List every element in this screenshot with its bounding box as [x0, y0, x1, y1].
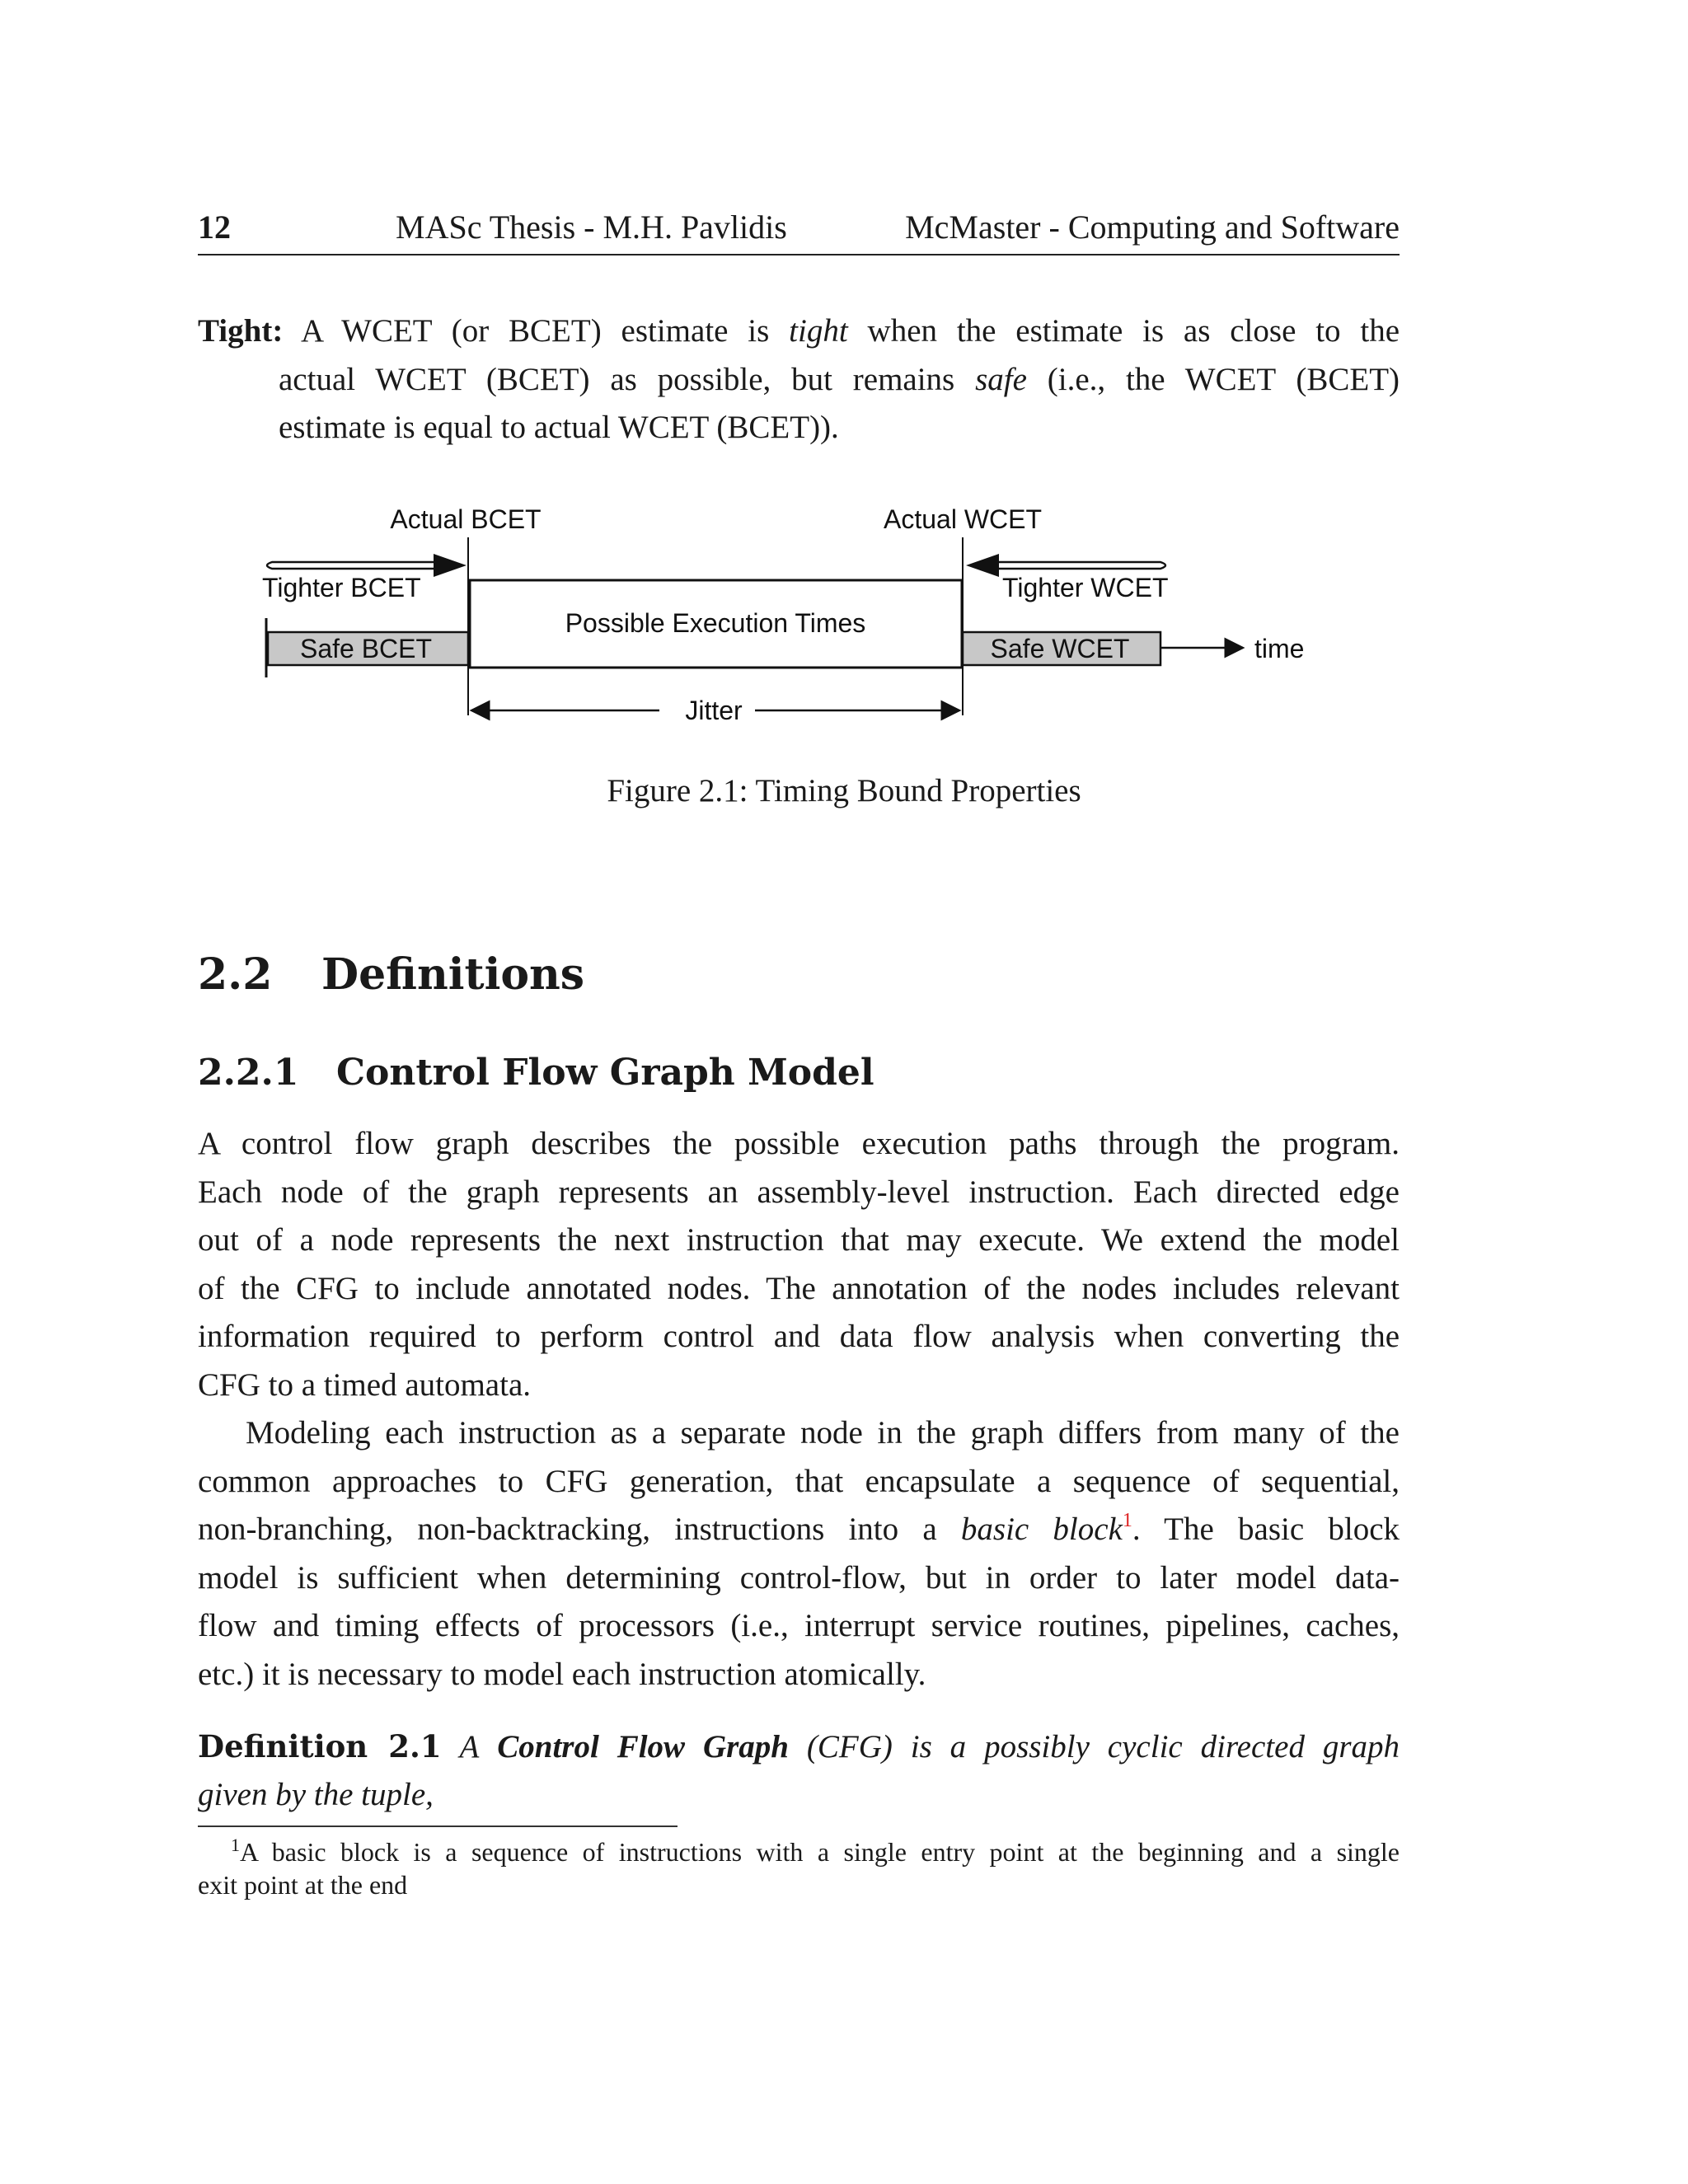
- paragraph-line: out of a node represents the next instruction that may execute. We extend the model: [198, 1222, 1400, 1258]
- definition-text: (CFG) is a possibly cyclic directed graph: [806, 1729, 1400, 1765]
- paragraph-line: of the CFG to include annotated nodes. The annotation of the nodes includes relevant: [198, 1270, 1400, 1306]
- footnote-line: [198, 1835, 1400, 1868]
- section-heading: [198, 949, 584, 1000]
- paragraph-line: information required to perform control and data flow analysis when converting the: [198, 1319, 1400, 1354]
- footnote: [198, 1835, 1400, 1901]
- paragraph-line: Modeling each instruction as a separate node in the graph differs from many of the: [246, 1415, 1400, 1451]
- tight-emphasis: tight: [789, 313, 848, 349]
- definition-text: given by the tuple,: [198, 1776, 434, 1812]
- paragraph-line: etc.) it is necessary to model each instruction atomically.: [198, 1656, 926, 1692]
- tight-text: A WCET (or BCET) estimate is: [301, 313, 770, 349]
- tighter-wcet-label: Tighter WCET: [1002, 573, 1169, 602]
- tight-text: when the estimate is as close to the: [867, 313, 1400, 349]
- paragraph-line: [198, 1506, 1400, 1554]
- running-header: [198, 206, 1400, 255]
- time-label: time: [1254, 634, 1305, 663]
- timing-diagram: [0, 494, 1688, 758]
- definition-block: [198, 1722, 1400, 1819]
- paragraph-text: . The basic block: [1132, 1511, 1400, 1547]
- subsection-heading: [198, 1052, 874, 1094]
- section-title: Definitions: [321, 949, 585, 1000]
- footnote-line: exit point at the end: [198, 1870, 408, 1900]
- actual-wcet-label: Actual WCET: [883, 504, 1043, 534]
- safe-wcet-label: Safe WCET: [990, 634, 1130, 663]
- tight-text: (i.e., the WCET (BCET): [1047, 361, 1400, 397]
- tight-term: Tight:: [198, 313, 284, 349]
- section-number: 2.2: [198, 949, 273, 1000]
- basic-block-term: basic block: [960, 1511, 1123, 1547]
- tight-text: actual WCET (BCET) as possible, but remains: [279, 361, 955, 397]
- paragraph-line: CFG to a timed automata.: [198, 1366, 532, 1403]
- possible-execution-times-label: Possible Execution Times: [565, 608, 866, 638]
- definition-text: A: [459, 1729, 480, 1765]
- cfg-paragraph: [198, 1120, 1400, 1409]
- footnote-reference[interactable]: 1: [1122, 1510, 1132, 1531]
- safe-emphasis: safe: [975, 361, 1027, 397]
- timing-bound-figure: [0, 494, 1688, 758]
- jitter-label: Jitter: [685, 696, 743, 725]
- actual-bcet-label: Actual BCET: [390, 504, 542, 534]
- definition-term: Control Flow Graph: [497, 1729, 789, 1765]
- paragraph-line: common approaches to CFG generation, that encapsulate a sequence of sequential,: [198, 1463, 1400, 1499]
- safe-bcet-label: Safe BCET: [299, 634, 433, 663]
- paragraph-line: A control flow graph describes the possible execution paths through the program.: [198, 1126, 1400, 1161]
- subsection-title: Control Flow Graph Model: [336, 1052, 874, 1094]
- paragraph-line: Each node of the graph represents an assembly-level instruction. Each directed edge: [198, 1174, 1400, 1210]
- paragraph-text: non-branching, non-backtracking, instructions into a: [198, 1511, 937, 1547]
- modeling-paragraph: [198, 1409, 1400, 1699]
- footnote-text: A basic block is a sequence of instructions with a single entry point at the beginning and a single: [240, 1837, 1400, 1867]
- figure-caption: Figure 2.1: Timing Bound Properties: [607, 773, 1081, 808]
- definition-label: Definition 2.1: [198, 1728, 442, 1765]
- definition-line: [198, 1771, 1400, 1820]
- header-department: McMaster - Computing and Software: [905, 209, 1400, 246]
- tight-text: estimate is equal to actual WCET (BCET)).: [279, 410, 839, 445]
- tight-definition: [198, 307, 1400, 452]
- footnote-mark: 1: [231, 1835, 240, 1855]
- tighter-bcet-label: Tighter BCET: [262, 573, 421, 602]
- definition-line: [198, 1722, 1400, 1771]
- page-number: 12: [198, 209, 231, 246]
- footnote-rule: [198, 1825, 678, 1827]
- paragraph-line: model is sufficient when determining control-flow, but in order to later model data-: [198, 1559, 1400, 1596]
- header-author: MASc Thesis - M.H. Pavlidis: [396, 209, 787, 246]
- subsection-number: 2.2.1: [198, 1052, 299, 1094]
- paragraph-line: flow and timing effects of processors (i.e., interrupt service routines, pipelines, caches,: [198, 1608, 1400, 1643]
